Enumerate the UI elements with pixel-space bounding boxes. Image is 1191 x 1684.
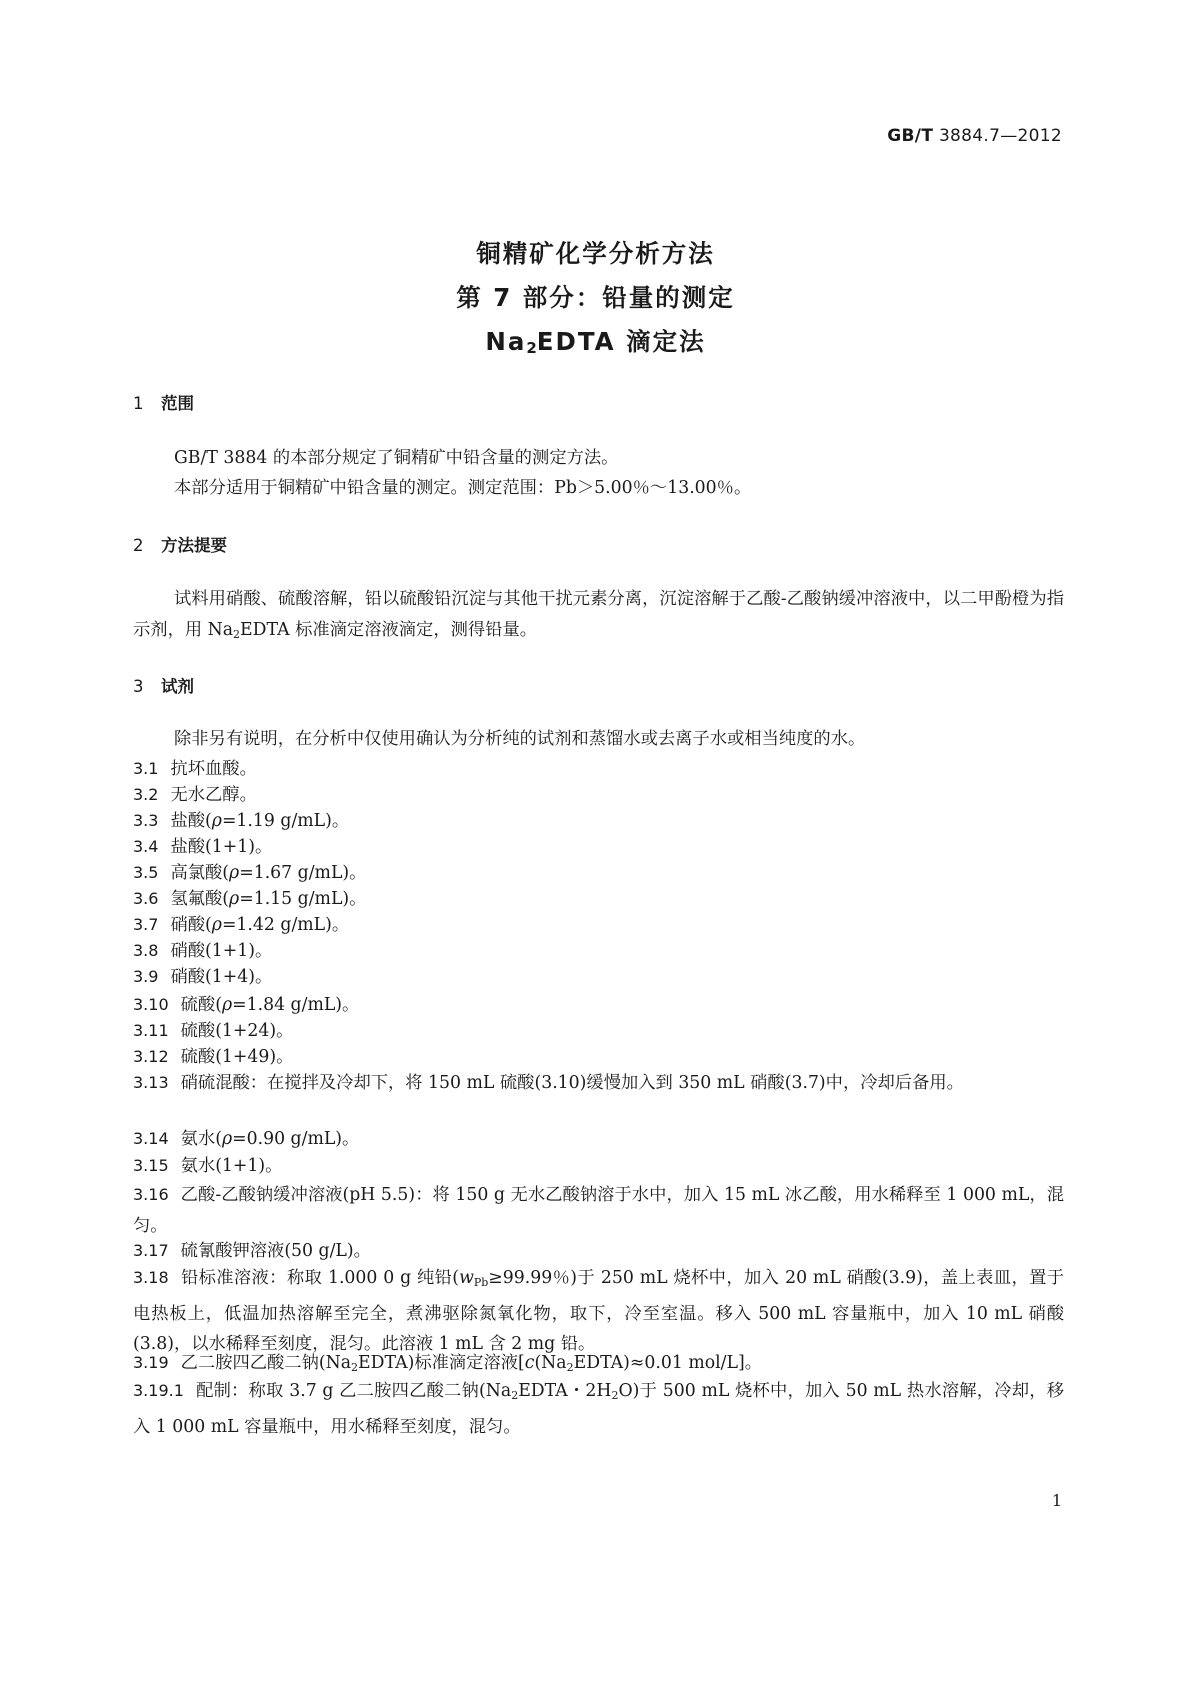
item-text: 铅标准溶液：称取 1.000 0 g 纯铅( — [180, 1268, 460, 1288]
item-text: 高氯酸( — [170, 863, 230, 883]
subscript: Pb — [473, 1276, 489, 1289]
rho-symbol: ρ — [229, 889, 240, 909]
standard-prefix: GB/T — [887, 126, 934, 146]
document-title — [0, 232, 1191, 370]
item-text: O)于 500 mL 烧杯中，加入 50 mL 热水溶解，冷却，移入 1 000 mL 容量瓶中，用水稀释至刻度，混匀。 — [133, 1381, 1064, 1437]
item-text: =1.15 g/mL)。 — [239, 889, 367, 909]
item-text: =0.90 g/mL)。 — [232, 1129, 360, 1149]
subscript: 2 — [511, 1389, 519, 1402]
item-text: 配制：称取 3.7 g 乙二胺四乙酸二钠(Na — [195, 1381, 512, 1401]
section-number: 1 — [133, 394, 144, 413]
section-title: 方法提要 — [161, 536, 227, 555]
item-text: 硫酸(1+24)。 — [180, 1021, 294, 1041]
title-edta: EDTA 滴定法 — [536, 327, 706, 356]
title-line-1: 铜精矿化学分析方法 — [476, 239, 715, 268]
item-text: EDTA)标准滴定溶液[ — [358, 1353, 525, 1373]
rho-symbol: ρ — [229, 863, 240, 883]
item-text: 抗坏血酸。 — [170, 759, 257, 779]
section-title: 范围 — [161, 394, 194, 413]
section-3-intro: 除非另有说明，在分析中仅使用确认为分析纯的试剂和蒸馏水或去离子水或相当纯度的水。 — [174, 729, 866, 749]
item-text: 硝酸(1+4)。 — [170, 967, 273, 987]
item-text: 氨水(1+1)。 — [180, 1156, 283, 1176]
standard-number: 3884.7—2012 — [938, 126, 1062, 146]
reagent-item — [133, 1263, 1064, 1360]
item-text: 硫酸(1+49)。 — [180, 1047, 294, 1067]
title-sub: 2 — [526, 339, 537, 357]
reagent-item — [133, 1151, 1064, 1182]
rho-symbol: ρ — [221, 995, 233, 1015]
item-number: 3.17 — [133, 1241, 169, 1260]
item-text: 氢氟酸( — [170, 889, 230, 909]
reagent-item — [133, 962, 1064, 993]
reagent-item — [133, 1376, 1064, 1442]
item-number: 3.10 — [133, 995, 169, 1014]
item-text: 硝硫混酸：在搅拌及冷却下，将 150 mL 硫酸(3.10)缓慢加入到 350 mL 硝酸(3.7)中，冷却后备用。 — [180, 1073, 964, 1093]
item-number: 3.12 — [133, 1047, 169, 1066]
item-number: 3.13 — [133, 1073, 169, 1092]
item-text: 盐酸( — [170, 811, 212, 831]
section-1-paragraph-2: 本部分适用于铜精矿中铅含量的测定。测定范围：Pb＞5.00％～13.00％。 — [174, 478, 752, 498]
text-run: EDTA 标准滴定溶液滴定，测得铅量。 — [240, 619, 538, 640]
mass-fraction-symbol: w — [459, 1268, 474, 1288]
item-text: EDTA・2H — [518, 1381, 612, 1401]
item-text: 乙酸-乙酸钠缓冲溶液(pH 5.5)：将 150 g 无水乙酸钠溶于水中，加入 15 mL 冰乙酸，用水稀释至 1 000 mL，混匀。 — [133, 1185, 1064, 1236]
item-number: 3.19 — [133, 1353, 169, 1372]
title-na: Na — [485, 327, 527, 356]
title-line-3 — [0, 320, 1191, 370]
item-text: 硫氰酸钾溶液(50 g/L)。 — [180, 1241, 371, 1261]
rho-symbol: ρ — [211, 811, 222, 831]
item-number: 3.2 — [133, 785, 159, 804]
title-line-2: 第 7 部分：铅量的测定 — [456, 283, 735, 312]
standard-code — [887, 126, 1062, 146]
subscript: 2 — [351, 1361, 359, 1374]
item-text: =1.84 g/mL)。 — [232, 995, 360, 1015]
item-text: =1.42 g/mL)。 — [221, 915, 350, 935]
section-1-paragraph-1: GB/T 3884 的本部分规定了铜精矿中铅含量的测定方法。 — [174, 448, 619, 468]
item-number: 3.14 — [133, 1129, 169, 1148]
subscript: 2 — [611, 1389, 619, 1402]
section-2-paragraph — [133, 584, 1064, 650]
item-number: 3.9 — [133, 967, 159, 986]
reagent-item — [133, 1180, 1064, 1241]
item-number: 3.8 — [133, 941, 159, 960]
rho-symbol: ρ — [211, 915, 222, 935]
concentration-symbol: c — [524, 1353, 535, 1373]
subscript: 2 — [233, 627, 241, 641]
item-number: 3.1 — [133, 759, 159, 778]
page-number: 1 — [1051, 1491, 1062, 1510]
item-number: 3.19.1 — [133, 1381, 184, 1400]
section-2-heading — [133, 532, 227, 556]
item-number: 3.16 — [133, 1185, 169, 1204]
item-text: =1.67 g/mL)。 — [239, 863, 367, 883]
reagent-item — [133, 1236, 1064, 1267]
section-title: 试剂 — [161, 677, 194, 696]
item-text: =1.19 g/mL)。 — [221, 811, 350, 831]
rho-symbol: ρ — [221, 1129, 233, 1149]
item-number: 3.4 — [133, 837, 159, 856]
item-text: 硝酸( — [170, 915, 212, 935]
item-number: 3.5 — [133, 863, 159, 882]
text-run: 试料用硝酸、硫酸溶解，铅以硫酸铅沉淀与其他干扰元素分离，沉淀溶解于乙酸-乙酸钠缓冲溶液中，以二甲酚橙为指示剂，用 Na — [133, 589, 1064, 640]
item-text: 乙二胺四乙酸二钠(Na — [180, 1353, 352, 1373]
item-text: 硝酸(1+1)。 — [170, 941, 273, 961]
item-text: 氨水( — [180, 1129, 222, 1149]
item-text: 盐酸(1+1)。 — [170, 837, 273, 857]
item-number: 3.11 — [133, 1021, 169, 1040]
section-number: 2 — [133, 536, 144, 555]
item-text: 无水乙醇。 — [170, 785, 257, 805]
section-1-heading — [133, 390, 194, 414]
section-number: 3 — [133, 677, 144, 696]
reagent-item — [133, 1124, 1064, 1155]
section-3-heading — [133, 673, 194, 697]
item-text: (Na — [534, 1353, 567, 1373]
item-text: ≥99.99％)于 250 mL 烧杯中，加入 20 mL 硝酸(3.9)，盖上表皿，置于电热板上，低温加热溶解至完全，煮沸驱除氮氧化物，取下，冷至室温。移入 500 mL 容量瓶中，加入 10 mL 硝酸(3.8)，以水稀释至刻度，混匀。此溶液 1 mL 含 2 mg 铅。 — [133, 1268, 1065, 1354]
item-text: 硫酸( — [180, 995, 222, 1015]
item-text: EDTA)≈0.01 mol/L]。 — [573, 1353, 762, 1373]
item-number: 3.18 — [133, 1268, 169, 1287]
subscript: 2 — [566, 1361, 574, 1374]
item-number: 3.7 — [133, 915, 159, 934]
reagent-item — [133, 1068, 1064, 1099]
item-number: 3.15 — [133, 1156, 169, 1175]
item-number: 3.6 — [133, 889, 159, 908]
item-number: 3.3 — [133, 811, 159, 830]
